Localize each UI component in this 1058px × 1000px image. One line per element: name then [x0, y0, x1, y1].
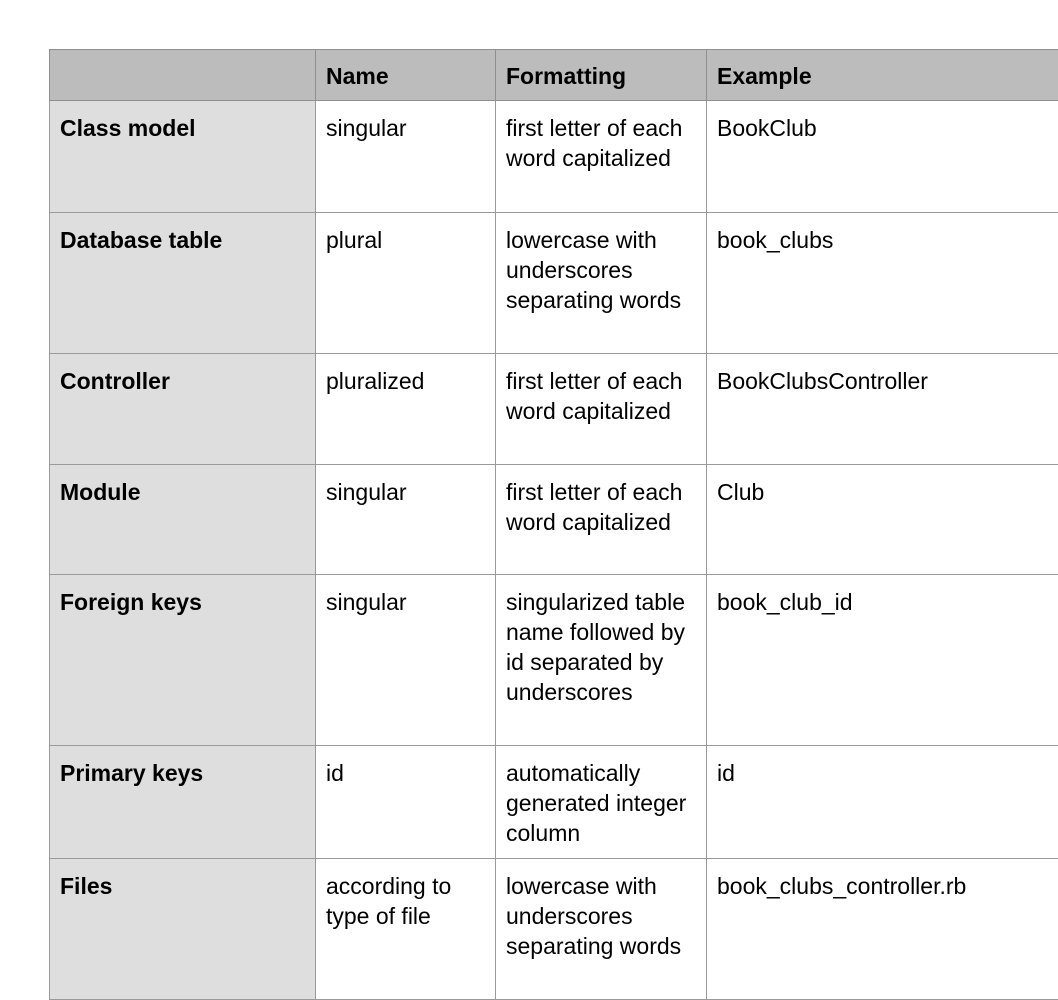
table-row: [50, 746, 1058, 859]
formatting-cell: first letter of each word capitalized: [496, 101, 707, 213]
formatting-cell: first letter of each word capitalized: [496, 354, 707, 465]
formatting-cell: lowercase with underscores separating words: [496, 859, 707, 1000]
table-row: [50, 465, 1058, 575]
row-label: Module: [50, 465, 316, 575]
table-row: [50, 101, 1058, 213]
table-row: [50, 859, 1058, 1000]
row-label: Class model: [50, 101, 316, 213]
example-cell: id: [707, 746, 1058, 859]
name-cell: singular: [316, 101, 496, 213]
name-cell: id: [316, 746, 496, 859]
naming-conventions-table: [49, 49, 1058, 1000]
example-cell: book_clubs: [707, 213, 1058, 354]
example-cell: book_clubs_controller.rb: [707, 859, 1058, 1000]
row-label: Controller: [50, 354, 316, 465]
row-label: Database table: [50, 213, 316, 354]
table-row: [50, 575, 1058, 746]
header-example: Example: [707, 50, 1058, 101]
header-corner-cell: [50, 50, 316, 101]
name-cell: according to type of file: [316, 859, 496, 1000]
example-cell: Club: [707, 465, 1058, 575]
name-cell: singular: [316, 575, 496, 746]
name-cell: pluralized: [316, 354, 496, 465]
header-name: Name: [316, 50, 496, 101]
table-row: [50, 213, 1058, 354]
header-row: [50, 50, 1058, 101]
formatting-cell: automatically generated integer column: [496, 746, 707, 859]
row-label: Foreign keys: [50, 575, 316, 746]
formatting-cell: singularized table name followed by id separated by underscores: [496, 575, 707, 746]
header-formatting: Formatting: [496, 50, 707, 101]
row-label: Primary keys: [50, 746, 316, 859]
example-cell: book_club_id: [707, 575, 1058, 746]
example-cell: BookClubsController: [707, 354, 1058, 465]
name-cell: singular: [316, 465, 496, 575]
table-row: [50, 354, 1058, 465]
example-cell: BookClub: [707, 101, 1058, 213]
formatting-cell: lowercase with underscores separating words: [496, 213, 707, 354]
name-cell: plural: [316, 213, 496, 354]
formatting-cell: first letter of each word capitalized: [496, 465, 707, 575]
row-label: Files: [50, 859, 316, 1000]
